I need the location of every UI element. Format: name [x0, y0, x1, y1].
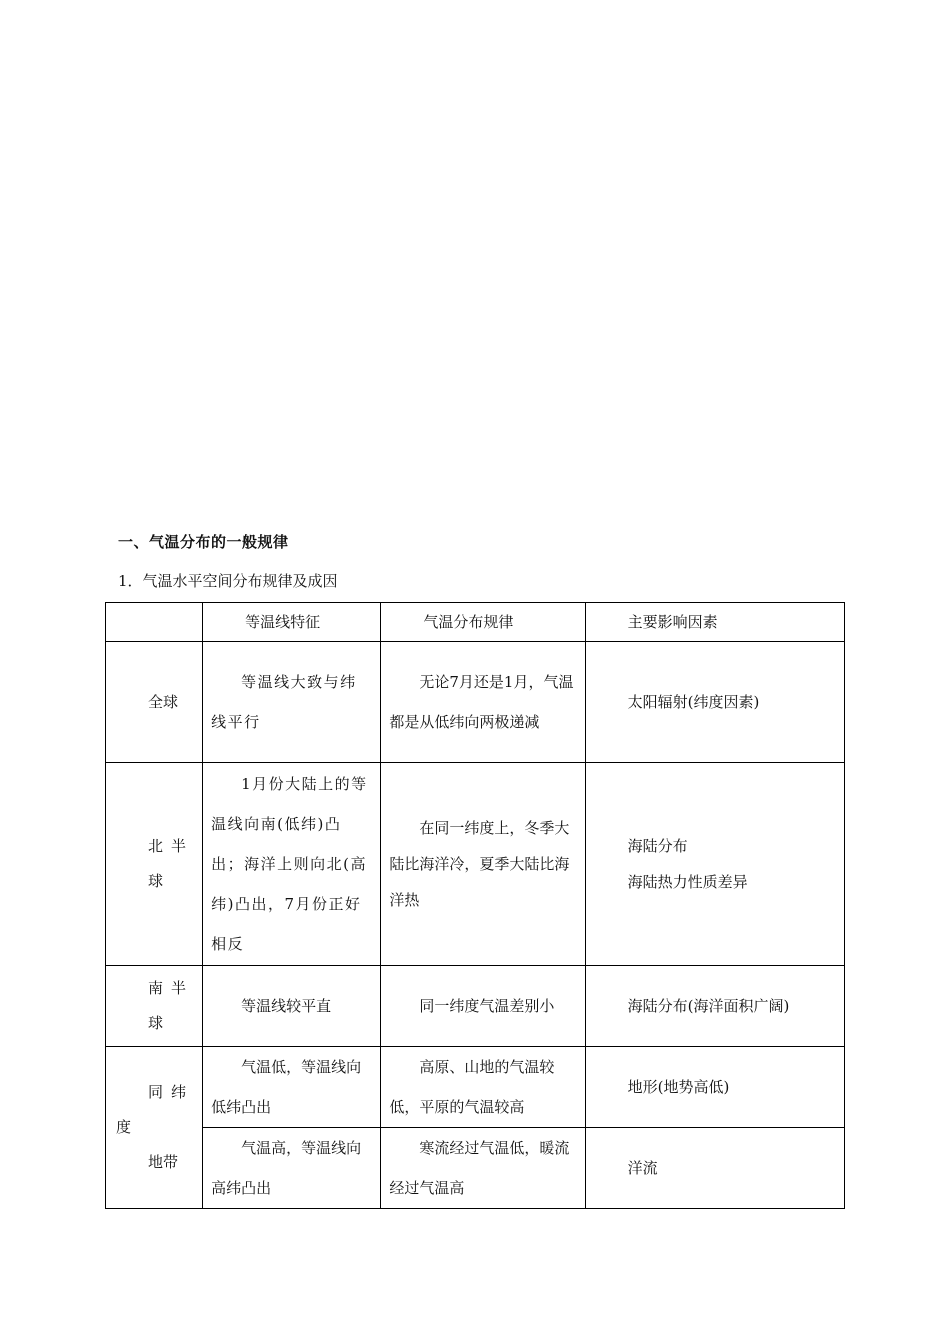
factor-text: 太阳辐射(纬度因素)	[627, 693, 760, 711]
row-label-south	[106, 971, 202, 1041]
isotherm-cell	[203, 1047, 381, 1128]
header-rule-text: 气温分布规律	[423, 613, 514, 631]
header-cell-rule	[381, 603, 585, 642]
rule-text: 同一纬度气温差别小	[419, 997, 555, 1015]
factor-cell	[585, 1047, 844, 1128]
factor-text: 地形(地势高低)	[627, 1078, 730, 1096]
row-label-cell	[106, 642, 203, 763]
isotherm-text: 气温低，等温线向低纬凸出	[211, 1058, 362, 1116]
isotherm-cell	[203, 1128, 381, 1209]
row-label-same-latitude	[106, 1075, 202, 1180]
header-isotherm-text: 等温线特征	[245, 613, 321, 631]
header-cell-isotherm	[203, 603, 381, 642]
factor-cell	[585, 642, 844, 763]
factor-cell	[585, 763, 844, 966]
factor-text: 海陆热力性质差异	[627, 873, 748, 891]
table-row	[106, 966, 845, 1047]
isotherm-cell	[203, 966, 381, 1047]
row-label-part: 度	[116, 1118, 132, 1136]
table-row	[106, 642, 845, 763]
isotherm-text: 等温线较平直	[241, 997, 332, 1015]
factor-cell	[585, 966, 844, 1047]
table-row	[106, 763, 845, 966]
factor-text: 海陆分布	[627, 837, 688, 855]
rule-cell	[381, 1047, 585, 1128]
isotherm-text: 等温线大致与纬线平行	[211, 673, 357, 731]
table-row	[106, 1128, 845, 1209]
table-header-row	[106, 603, 845, 642]
rule-text: 在同一纬度上，冬季大陆比海洋冷，夏季大陆比海洋热	[389, 819, 570, 909]
section-subheading: 1．气温水平空间分布规律及成因	[118, 572, 338, 590]
row-label-south-text: 南半球	[148, 979, 195, 1032]
rule-cell	[381, 1128, 585, 1209]
row-label-part: 地带	[148, 1153, 179, 1171]
rule-text: 高原、山地的气温较低，平原的气温较高	[389, 1058, 555, 1116]
isotherm-text: 1月份大陆上的等温线向南(低纬)凸出；海洋上则向北(高纬)凸出，7月份正好相反	[211, 775, 368, 953]
factor-cell	[585, 1128, 844, 1209]
rule-text: 无论7月还是1月，气温都是从低纬向两极递减	[389, 673, 574, 731]
factor-text: 海陆分布(海洋面积广阔)	[627, 997, 790, 1015]
rule-cell	[381, 642, 585, 763]
row-label-cell	[106, 1047, 203, 1209]
row-label-cell	[106, 966, 203, 1047]
row-label-north	[106, 829, 202, 899]
rule-text: 寒流经过气温低，暖流经过气温高	[389, 1139, 570, 1197]
row-label-north-text: 北半球	[148, 837, 195, 890]
header-factor-text: 主要影响因素	[627, 613, 718, 631]
table-row	[106, 1047, 845, 1128]
factor-list	[586, 828, 844, 900]
rule-cell	[381, 763, 585, 966]
header-cell-factor	[585, 603, 844, 642]
factor-text: 洋流	[627, 1159, 658, 1177]
row-label-part: 同纬	[148, 1083, 195, 1101]
isotherm-cell	[203, 642, 381, 763]
section-heading: 一、气温分布的一般规律	[118, 533, 289, 551]
row-label-global: 全球	[148, 693, 179, 711]
temperature-distribution-table	[105, 602, 845, 1209]
isotherm-cell	[203, 763, 381, 966]
rule-cell	[381, 966, 585, 1047]
isotherm-text: 气温高，等温线向高纬凸出	[211, 1139, 362, 1197]
header-cell-empty	[106, 603, 203, 642]
row-label-cell	[106, 763, 203, 966]
